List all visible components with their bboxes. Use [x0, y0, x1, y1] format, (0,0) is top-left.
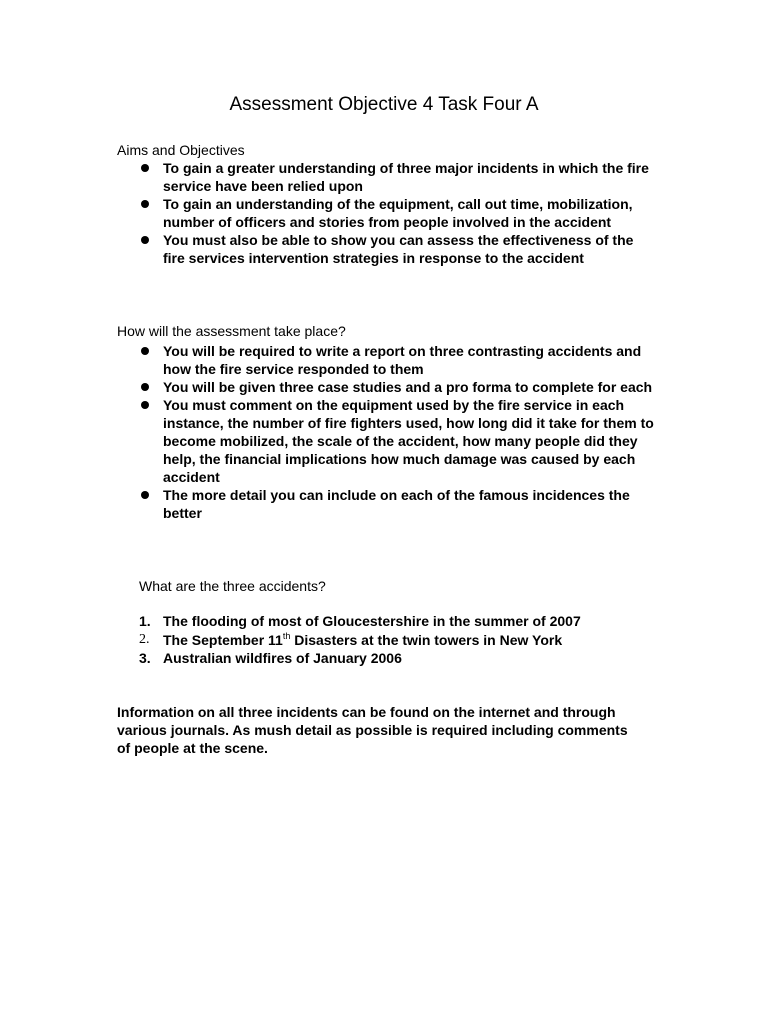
list-item: [139, 396, 659, 486]
information-paragraph: Information on all three incidents can be found on the internet and through various journals. As mush detail as possible is required including comments of people at the scene.: [117, 704, 628, 756]
page-title: Assessment Objective 4 Task Four A: [229, 94, 539, 115]
ordinal-suffix: th: [282, 630, 291, 641]
list-item-text: Australian wildfires of January 2006: [163, 650, 402, 666]
list-item-text: You must also be able to show you can assess the effectiveness of the fire services intervention strategies in response to the accident: [163, 232, 634, 266]
list-item-text: The September 11: [163, 631, 283, 648]
list-item: [139, 612, 699, 631]
list-item-text: The more detail you can include on each of the famous incidences the better: [163, 487, 630, 521]
list-item-text: You will be required to write a report on three contrasting accidents and how the fire service responded to them: [163, 343, 642, 377]
list-item: [139, 486, 659, 522]
list-item-number: 3.: [139, 650, 151, 666]
list-item: [139, 231, 659, 267]
list-item: [139, 342, 659, 378]
list-item: [139, 378, 659, 396]
assessment-list: [139, 342, 659, 522]
bullet-icon: [141, 491, 149, 499]
list-item: [139, 159, 659, 195]
bullet-icon: [141, 164, 149, 172]
list-item: [139, 649, 699, 668]
list-item-number: 2.: [139, 631, 150, 647]
list-item-text: Disasters at the twin towers in New York: [290, 631, 563, 648]
list-item: [139, 631, 699, 650]
aims-heading: Aims and Objectives: [117, 142, 245, 158]
bullet-icon: [141, 200, 149, 208]
bullet-icon: [141, 401, 149, 409]
list-item-text: The flooding of most of Gloucestershire in the summer of 2007: [163, 613, 581, 629]
aims-list: [139, 159, 659, 267]
bullet-icon: [141, 236, 149, 244]
list-item-number: 1.: [139, 613, 151, 629]
accidents-heading: What are the three accidents?: [139, 578, 326, 594]
accidents-list: [139, 612, 699, 668]
list-item-text: To gain an understanding of the equipment, call out time, mobilization, number of officers and stories from people involved in the accident: [163, 196, 633, 230]
list-item: [139, 195, 659, 231]
assessment-heading: How will the assessment take place?: [117, 323, 346, 339]
bullet-icon: [141, 383, 149, 391]
list-item-text: You must comment on the equipment used by the fire service in each instance, the number of fire fighters used, how long did it take for them to become mobilized, the scale of the accident, how many people did they help, the financial implications how much damage was caused by each accident: [163, 397, 654, 485]
list-item-text: To gain a greater understanding of three major incidents in which the fire service have been relied upon: [163, 160, 649, 194]
bullet-icon: [141, 347, 149, 355]
list-item-text: You will be given three case studies and a pro forma to complete for each: [163, 379, 653, 395]
